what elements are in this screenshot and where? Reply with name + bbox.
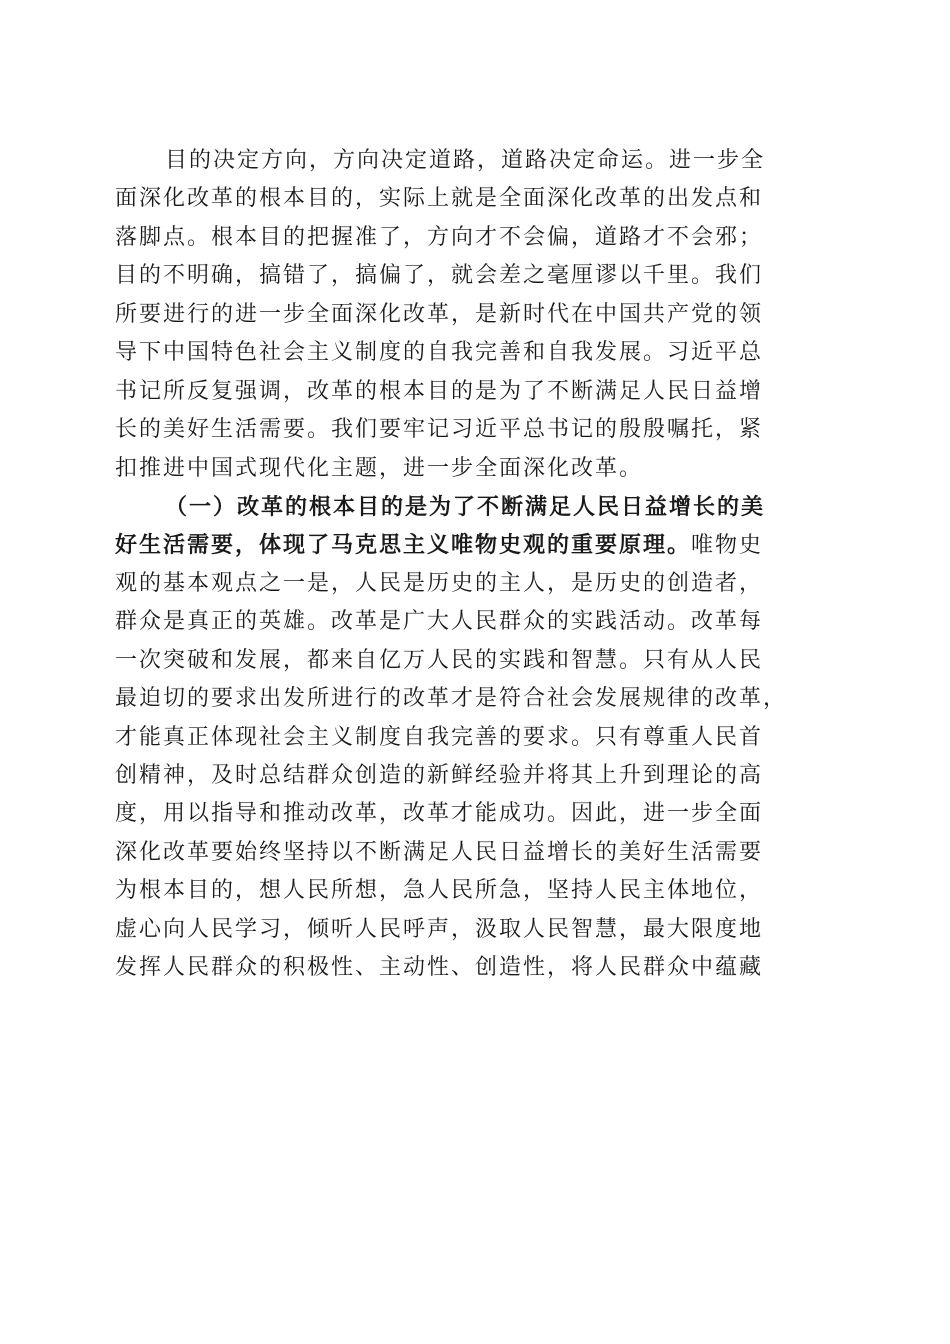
paragraph-line: 观的基本观点之一是，人民是历史的主人，是历史的创造者， bbox=[115, 570, 764, 596]
paragraph-line: 才能真正体现社会主义制度自我完善的要求。只有尊重人民首 bbox=[115, 724, 764, 750]
paragraph-intro bbox=[115, 142, 835, 488]
paragraph-text: 唯物史 bbox=[691, 533, 764, 559]
paragraph-line: 目的决定方向，方向决定道路，道路决定命运。进一步全 bbox=[165, 148, 766, 173]
paragraph-line: 为根本目的，想人民所想，急人民所急，坚持人民主体地位， bbox=[115, 878, 764, 904]
paragraph-line: 一次突破和发展，都来自亿万人民的实践和智慧。只有从人民 bbox=[115, 647, 764, 673]
paragraph-line: 最迫切的要求出发所进行的改革才是符合社会发展规律的改革， bbox=[115, 686, 788, 712]
section-heading-bold-text: 好生活需要，体现了马克思主义唯物史观的重要原理。 bbox=[115, 532, 692, 559]
paragraph-line: 书记所反复强调，改革的根本目的是为了不断满足人民日益增 bbox=[115, 378, 764, 404]
paragraph-section-one bbox=[115, 488, 835, 988]
paragraph-line: 长的美好生活需要。我们要牢记习近平总书记的殷殷嘱托，紧 bbox=[115, 417, 764, 443]
paragraph-line: 发挥人民群众的积极性、主动性、创造性，将人民群众中蕴藏 bbox=[115, 955, 764, 981]
paragraph-line: 目的不明确，搞错了，搞偏了，就会差之毫厘谬以千里。我们 bbox=[115, 263, 764, 289]
section-heading-line: （一）改革的根本目的是为了不断满足人民日益增长的美 bbox=[165, 493, 766, 520]
document-body bbox=[115, 142, 835, 988]
section-heading-line-mixed bbox=[115, 526, 835, 564]
paragraph-line: 扣推进中国式现代化主题，进一步全面深化改革。 bbox=[115, 455, 644, 481]
paragraph-line: 落脚点。根本目的把握准了，方向才不会偏，道路才不会邪； bbox=[115, 224, 764, 250]
paragraph-line: 虚心向人民学习，倾听人民呼声，汲取人民智慧，最大限度地 bbox=[115, 916, 764, 942]
paragraph-line: 导下中国特色社会主义制度的自我完善和自我发展。习近平总 bbox=[115, 340, 764, 366]
paragraph-line: 所要进行的进一步全面深化改革，是新时代在中国共产党的领 bbox=[115, 301, 764, 327]
paragraph-line: 群众是真正的英雄。改革是广大人民群众的实践活动。改革每 bbox=[115, 609, 764, 635]
paragraph-line: 面深化改革的根本目的，实际上就是全面深化改革的出发点和 bbox=[115, 186, 764, 212]
paragraph-line: 度，用以指导和推动改革，改革才能成功。因此，进一步全面 bbox=[115, 801, 764, 827]
paragraph-line: 深化改革要始终坚持以不断满足人民日益增长的美好生活需要 bbox=[115, 839, 764, 865]
paragraph-line: 创精神，及时总结群众创造的新鲜经验并将其上升到理论的高 bbox=[115, 763, 764, 788]
